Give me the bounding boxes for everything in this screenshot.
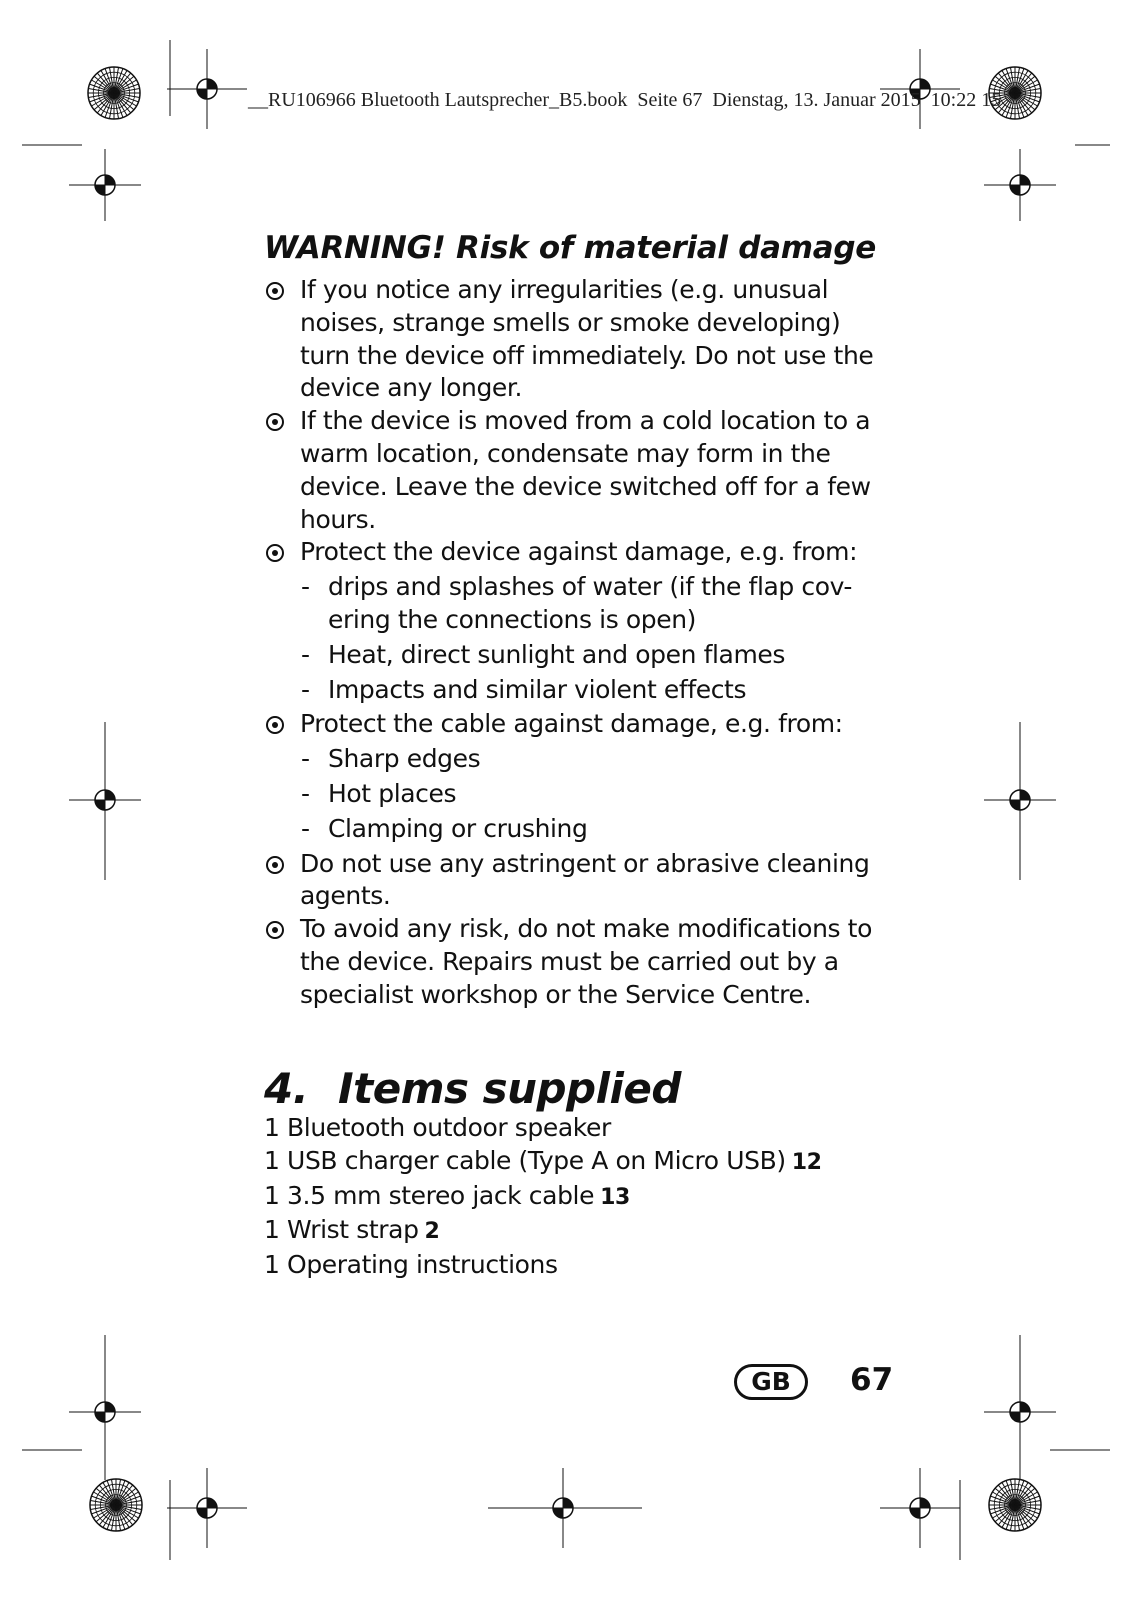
country-badge: GB: [734, 1364, 808, 1400]
supplied-item: [264, 1180, 822, 1215]
warning-bullet-text: Protect the device against damage, e.g. from:: [300, 537, 858, 567]
circled-dot-icon: [266, 716, 284, 734]
dash-marker: -: [301, 778, 310, 808]
supplied-item: [264, 1214, 822, 1249]
circled-dot-icon: [266, 921, 284, 939]
warning-bullet: [264, 848, 894, 914]
items-supplied-list: [264, 1112, 822, 1282]
warning-bullet-text: To avoid any risk, do not make modifications to the device. Repairs must be carried out by a specialist workshop or the Service Centre.: [300, 914, 872, 1009]
warning-subitem-text: Impacts and similar violent effects: [328, 674, 747, 704]
warning-subitem-text: Sharp edges: [328, 744, 481, 774]
supplied-item-text: 1 3.5 mm stereo jack cable: [264, 1180, 595, 1210]
supplied-item-text: 1 Wrist strap: [264, 1215, 419, 1245]
dash-marker: -: [301, 744, 310, 774]
section-title: Items supplied: [338, 1064, 681, 1113]
circled-dot-icon: [266, 544, 284, 562]
supplied-item: [264, 1145, 822, 1180]
warning-subitem-text: Clamping or crushing: [328, 813, 588, 843]
supplied-item-ref: 12: [791, 1149, 822, 1175]
warning-heading: WARNING! Risk of material damage: [264, 230, 876, 266]
warning-subitem-text: drips and splashes of water (if the flap cov-ering the connections is open): [328, 572, 853, 634]
warning-bullet: [264, 536, 894, 569]
warning-bullet-list: [264, 274, 894, 1012]
circled-dot-icon: [266, 282, 284, 300]
warning-subitem: [264, 571, 894, 637]
supplied-item: [264, 1112, 822, 1145]
warning-subitem: [264, 743, 894, 776]
section-heading: [264, 1064, 681, 1113]
supplied-item-text: 1 Operating instructions: [264, 1250, 558, 1280]
page-number: 67: [850, 1362, 894, 1398]
supplied-item-text: 1 USB charger cable (Type A on Micro USB): [264, 1145, 786, 1175]
supplied-item-ref: 13: [600, 1184, 630, 1210]
warning-bullet-text: If the device is moved from a cold location to a warm location, condensate may form in the device. Leave the device switched off for a few hours.: [300, 406, 871, 534]
dash-marker: -: [301, 639, 310, 669]
warning-bullet-text: Do not use any astringent or abrasive cleaning agents.: [300, 848, 870, 911]
warning-bullet: [264, 708, 894, 741]
warning-subitem: [264, 813, 894, 846]
supplied-item-ref: 2: [424, 1219, 440, 1245]
warning-subitem-text: Hot places: [328, 778, 457, 808]
warning-subitem: [264, 674, 894, 707]
warning-bullet: [264, 274, 894, 405]
supplied-item-text: 1 Bluetooth outdoor speaker: [264, 1113, 611, 1142]
print-header: __RU106966 Bluetooth Lautsprecher_B5.book Seite 67 Dienstag, 13. Januar 2015 10:22 15: [248, 89, 1002, 111]
dash-marker: -: [301, 572, 310, 602]
warning-bullet: [264, 913, 894, 1011]
section-number: 4.: [264, 1064, 309, 1113]
warning-bullet: [264, 405, 894, 536]
dash-marker: -: [301, 674, 310, 704]
dash-marker: -: [301, 813, 310, 843]
warning-subitem: [264, 778, 894, 811]
warning-bullet-text: If you notice any irregularities (e.g. unusual noises, strange smells or smoke developing) turn the device off immediately. Do not use the device any longer.: [300, 275, 874, 403]
warning-subitem: [264, 639, 894, 672]
warning-bullet-text: Protect the cable against damage, e.g. from:: [300, 709, 843, 739]
warning-subitem-text: Heat, direct sunlight and open flames: [328, 639, 786, 669]
circled-dot-icon: [266, 856, 284, 874]
circled-dot-icon: [266, 413, 284, 431]
supplied-item: [264, 1249, 822, 1282]
